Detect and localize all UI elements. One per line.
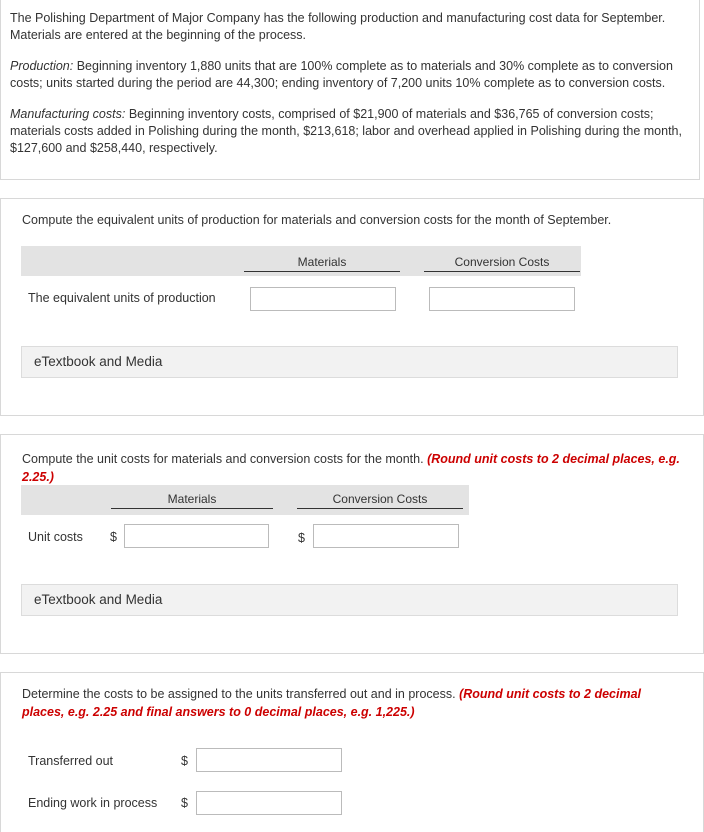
etextbook-media-link[interactable]: eTextbook and Media <box>21 584 678 616</box>
dollar-sign: $ <box>110 530 117 544</box>
part1-question: Compute the equivalent units of production for materials and conversion costs for the month of September. <box>22 213 612 227</box>
part2-row-label: Unit costs <box>28 530 83 544</box>
unit-cost-materials-input[interactable] <box>124 524 269 548</box>
ending-wip-label: Ending work in process <box>28 796 158 810</box>
equivalent-units-panel <box>0 198 704 416</box>
manufacturing-costs-text: Beginning inventory costs, comprised of $21,900 of materials and $36,765 of conversion costs; materials costs added in Polishing during the month, $213,618; labor and overhead applied in Polishing during the month, $127,600 and $258,440, respectively. <box>10 107 682 155</box>
manufacturing-costs-label: Manufacturing costs: <box>10 107 126 121</box>
transferred-out-label: Transferred out <box>28 754 113 768</box>
cost-assignment-panel <box>0 672 704 832</box>
dollar-sign: $ <box>298 531 305 545</box>
equivalent-units-conversion-input[interactable] <box>429 287 575 311</box>
part3-question <box>22 685 682 721</box>
part2-rounding-note: (Round unit costs to 2 decimal places, e.g. 2.25.) <box>22 452 680 484</box>
equivalent-units-materials-input[interactable] <box>250 287 396 311</box>
part1-row-label: The equivalent units of production <box>28 291 216 305</box>
dollar-sign: $ <box>181 796 188 810</box>
part2-question <box>22 450 703 486</box>
etextbook-media-link[interactable]: eTextbook and Media <box>21 346 678 378</box>
part1-conversion-header: Conversion Costs <box>424 255 580 272</box>
part2-materials-header: Materials <box>111 492 273 509</box>
part3-question-text: Determine the costs to be assigned to the units transferred out and in process. <box>22 687 456 701</box>
part3-rounding-note: (Round unit costs to 2 decimal places, e.g. 2.25 and final answers to 0 decimal places, e.g. 1,225.) <box>22 687 642 719</box>
unit-costs-panel <box>0 434 704 654</box>
dollar-sign: $ <box>181 754 188 768</box>
transferred-out-input[interactable] <box>196 748 342 772</box>
part1-materials-header: Materials <box>244 255 400 272</box>
intro-paragraph: The Polishing Department of Major Company has the following production and manufacturing cost data for September. Materials are entered at the beginning of the process. <box>10 11 666 42</box>
production-paragraph <box>10 58 690 92</box>
ending-wip-input[interactable] <box>196 791 342 815</box>
production-text: Beginning inventory 1,880 units that are 100% complete as to materials and 30% complete as to conversion costs; units started during the period are 44,300; ending inventory of 7,200 units 10% complete as to conversion costs. <box>10 59 673 90</box>
part2-question-text: Compute the unit costs for materials and conversion costs for the month. <box>22 452 424 466</box>
production-label: Production: <box>10 59 74 73</box>
part2-conversion-header: Conversion Costs <box>297 492 463 509</box>
manufacturing-costs-paragraph <box>10 106 690 157</box>
unit-cost-conversion-input[interactable] <box>313 524 459 548</box>
problem-statement <box>0 0 700 180</box>
